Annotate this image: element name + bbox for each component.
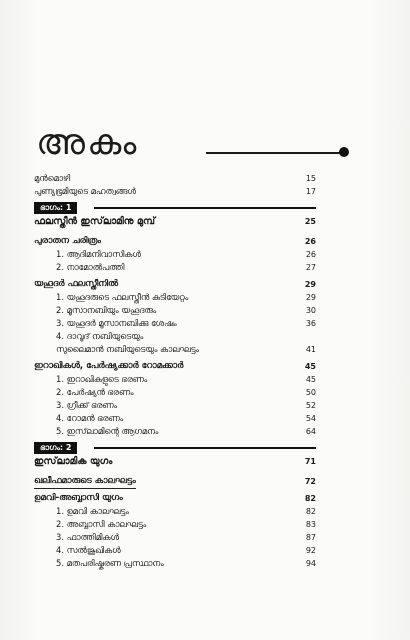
toc-subentry: 2. മൂസാനബിയും യഹൂദരും 30 bbox=[56, 305, 316, 315]
toc-subentry: 5. ഇസ്‌ലാമിന്റെ ആഗമനം 64 bbox=[56, 426, 316, 436]
part-label: ഭാഗം: 2 bbox=[34, 442, 77, 454]
title-dot bbox=[339, 147, 349, 157]
toc-subentry: 4. സൽജൂഖികൾ 92 bbox=[56, 545, 316, 555]
toc-subentry: 2. അബ്ബാസി കാലഘട്ടം 83 bbox=[56, 519, 316, 529]
toc-subentry: സുലൈമാൻ നബിയുടെയും കാലഘട്ടം 41 bbox=[56, 344, 316, 354]
toc-subentry: 1. ഇറാഖികളുടെ ഭരണം 45 bbox=[56, 374, 316, 384]
toc-section-heading: ഫലസ്തീൻ ഇസ്‌ലാമിനു മുമ്പ് 25 bbox=[34, 216, 316, 227]
page-title: അകം bbox=[36, 122, 139, 163]
toc-chapter: പുരാതന ചരിത്രം 26 bbox=[34, 236, 316, 246]
toc-chapter: ഉമവി-അബ്ബാസി യുഗം 82 bbox=[34, 493, 316, 503]
toc-subentry: 5. മതപരിഷ്കരണ പ്രസ്ഥാനം 94 bbox=[56, 558, 316, 568]
part-rule bbox=[94, 207, 316, 209]
toc-subentry: 1. ഉമവി കാലഘട്ടം 82 bbox=[56, 506, 316, 516]
toc-subentry: 1. ആദിമനിവാസികൾ 26 bbox=[56, 249, 316, 259]
toc-entry: പുണ്യഭൂമിയുടെ മഹത്വങ്ങൾ 17 bbox=[34, 186, 316, 196]
toc-entry: മുൻമൊഴി 15 bbox=[34, 173, 316, 183]
toc-section-heading: ഇസ്‌ലാമിക യുഗം 71 bbox=[34, 456, 316, 467]
toc-subentry: 3. ഫാത്തിമികൾ 87 bbox=[56, 532, 316, 542]
toc-subentry: 2. നാമോൽപത്തി 27 bbox=[56, 262, 316, 272]
part-1-header bbox=[34, 202, 316, 214]
toc-subentry: 4. റോമൻ ഭരണം 54 bbox=[56, 413, 316, 423]
toc-subentry: 3. യഹൂദർ മൂസാനബിക്കു ശേഷം 36 bbox=[56, 318, 316, 328]
toc-subentry: 3. ഗ്രീക്ക് ഭരണം 52 bbox=[56, 400, 316, 410]
table-of-contents bbox=[34, 172, 316, 570]
contents-title-block bbox=[36, 120, 366, 166]
toc-subentry: 1. യഹൂദരുടെ ഫലസ്തീൻ കുടിയേറ്റം 29 bbox=[56, 292, 316, 302]
toc-chapter: ഇറാഖികൾ, പേർഷ്യക്കാർ റോമക്കാർ 45 bbox=[34, 361, 316, 371]
part-2-header bbox=[34, 442, 316, 454]
title-rule bbox=[206, 152, 346, 154]
toc-chapter: യഹൂദർ ഫലസ്തീനിൽ 29 bbox=[34, 279, 316, 289]
part-rule bbox=[94, 447, 316, 449]
toc-chapter: ഖലീഫമാരുടെ കാലഘട്ടം 72 bbox=[34, 475, 316, 488]
toc-subentry: 4. ദാവൂദ് നബിയുടെയും bbox=[56, 331, 144, 341]
part-label: ഭാഗം: 1 bbox=[34, 202, 77, 214]
toc-subentry: 2. പേർഷ്യൻ ഭരണം 50 bbox=[56, 387, 316, 397]
